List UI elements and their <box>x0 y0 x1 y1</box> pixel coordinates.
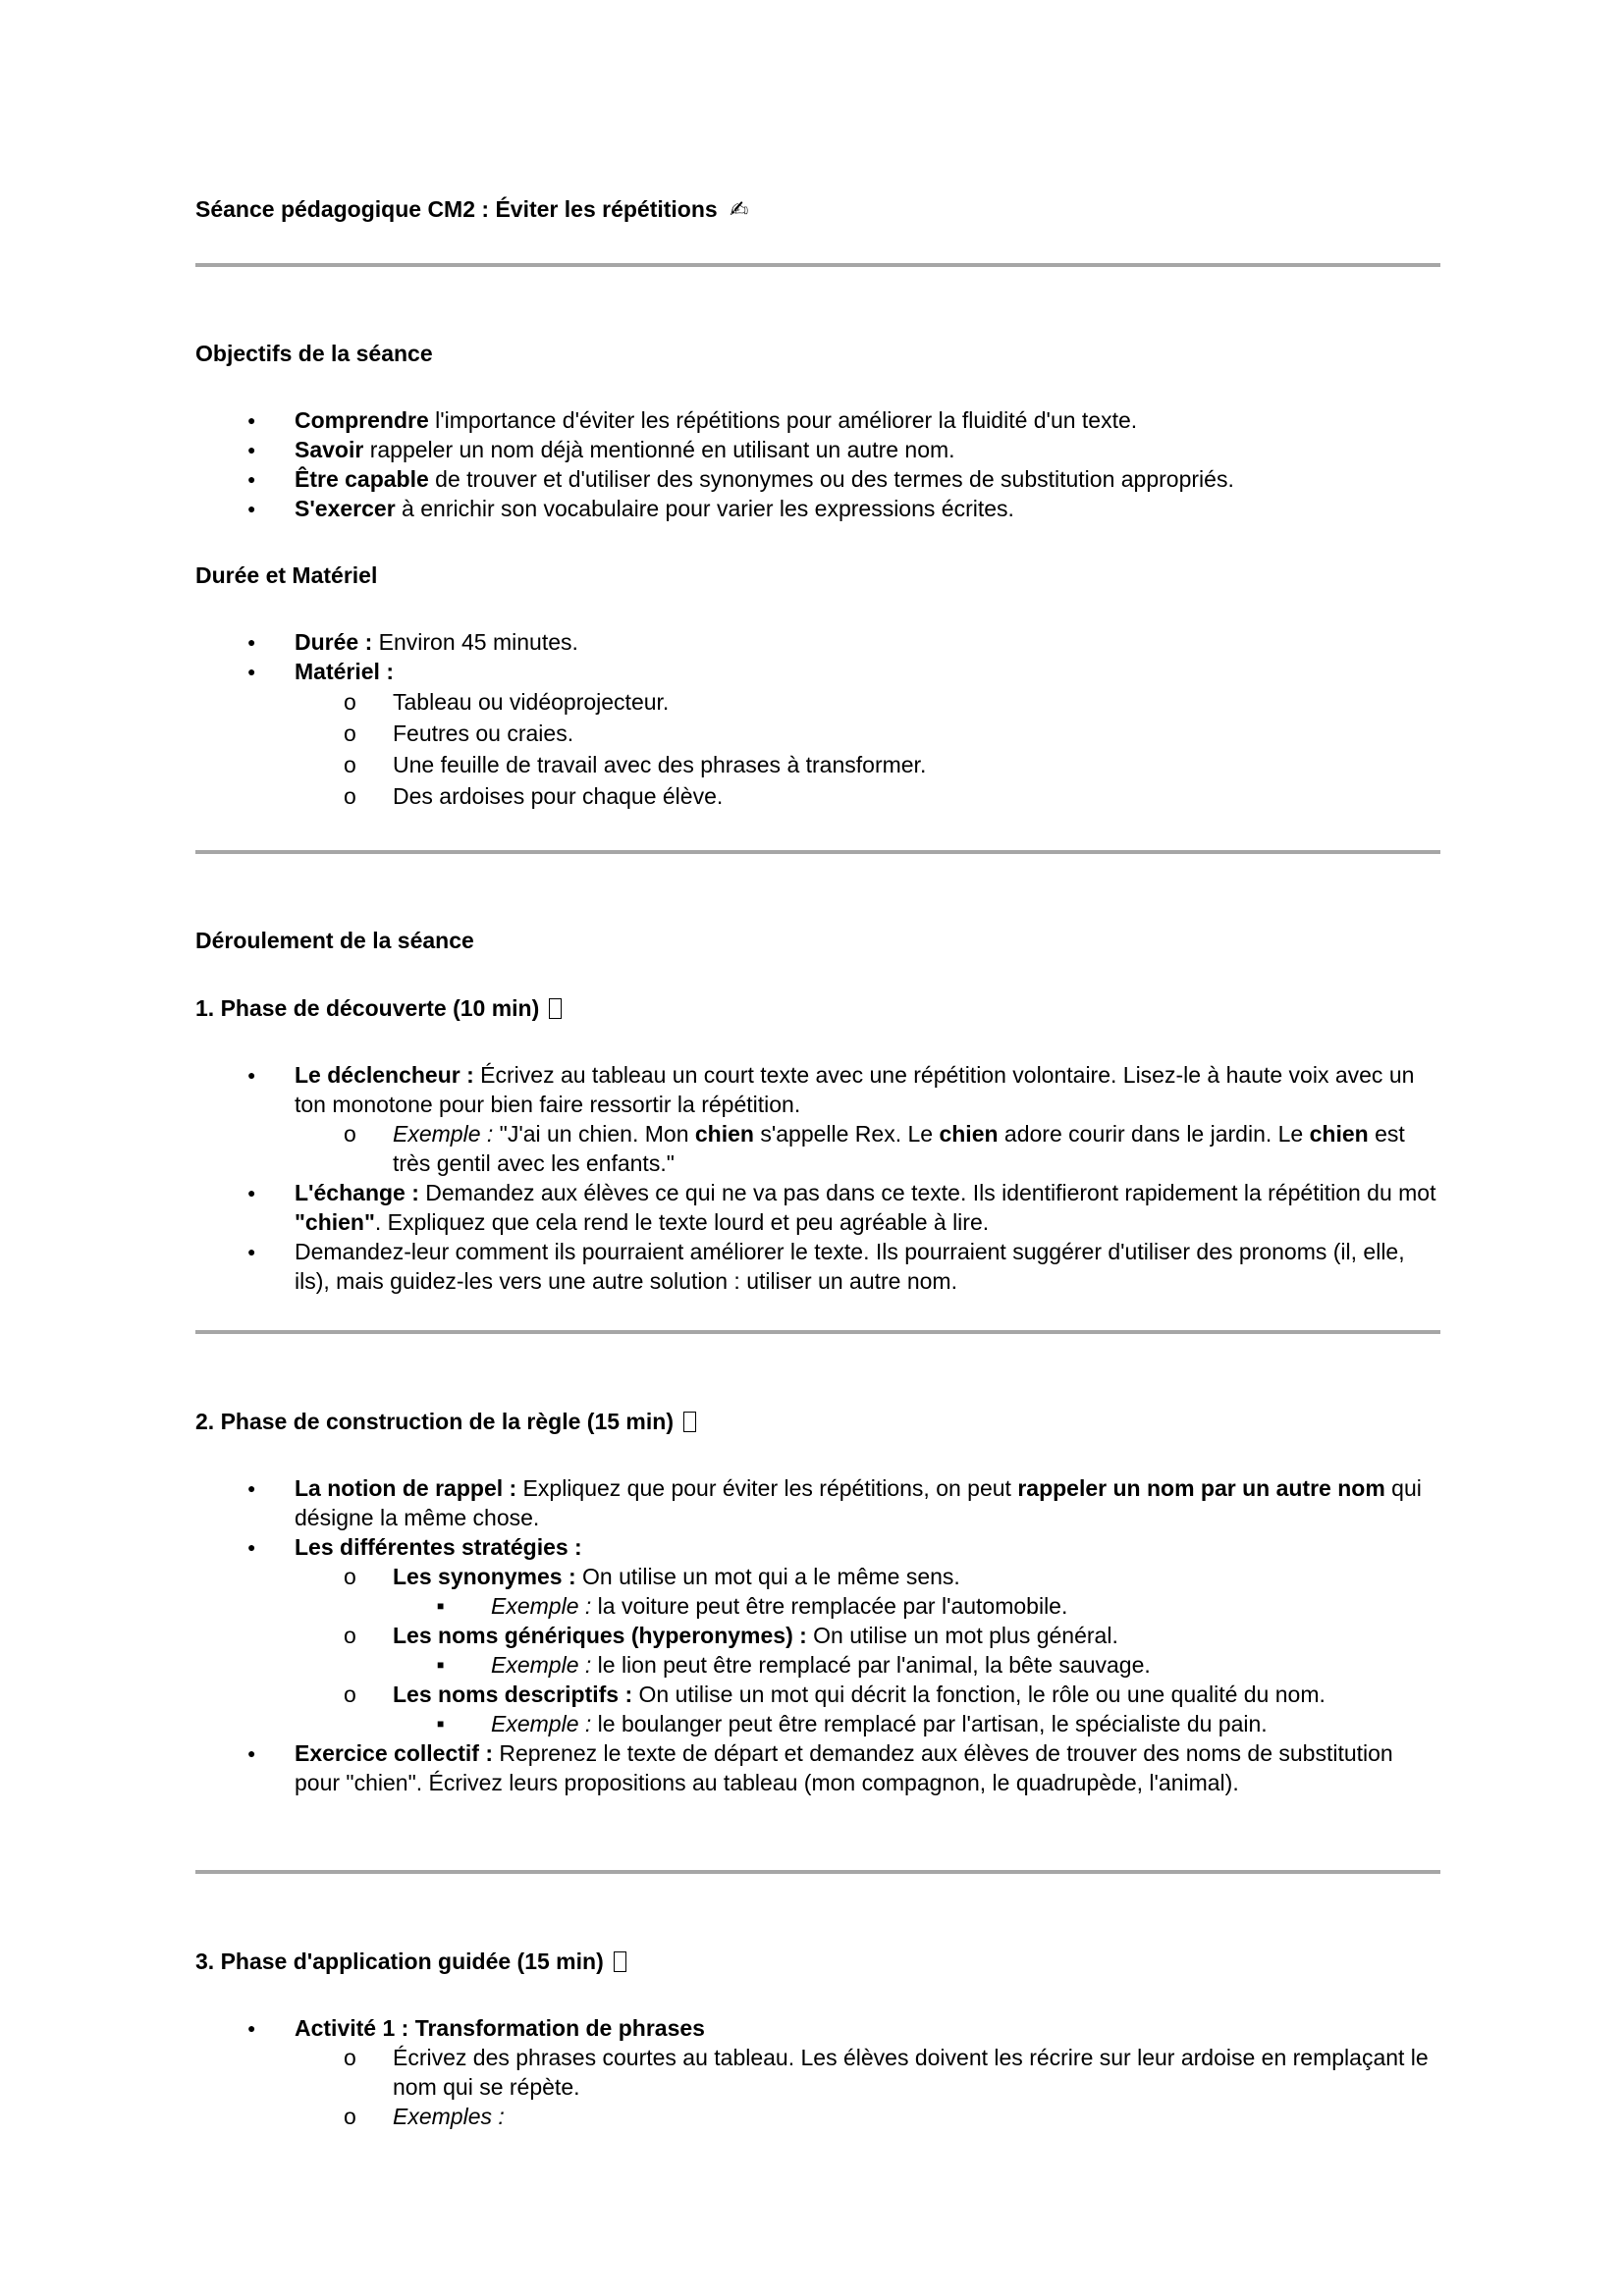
example-sublist <box>491 1591 1443 1621</box>
list-item: ■ Exemple : le boulanger peut être remplacé par l'artisan, le spécialiste du pain. <box>491 1709 1443 1738</box>
phase2-list <box>295 1473 1443 1797</box>
list-item: ● L'échange : Demandez aux élèves ce qui ne va pas dans ce texte. Ils identifieront rapidement la répétition du mot "chien". Expliquez que cela rend le texte lourd et peu agréable à lire. <box>295 1178 1443 1237</box>
phase2-heading: 2. Phase de construction de la règle (15 min) <box>195 1407 696 1436</box>
strategies-sublist <box>393 1562 1443 1738</box>
list-item: o Feutres ou craies. <box>393 719 1443 750</box>
list-item: ● La notion de rappel : Expliquez que pour éviter les répétitions, on peut rappeler un nom par un autre nom qui désigne la même chose. <box>295 1473 1443 1532</box>
horizontal-rule <box>195 263 1440 267</box>
missing-glyph-icon <box>614 1951 626 1972</box>
list-item: o Des ardoises pour chaque élève. <box>393 781 1443 813</box>
horizontal-rule <box>195 850 1440 854</box>
example-sublist <box>491 1650 1443 1680</box>
phase1-heading: 1. Phase de découverte (10 min) <box>195 993 562 1023</box>
duration-material-heading: Durée et Matériel <box>195 562 378 588</box>
list-item: o Les noms descriptifs : On utilise un mot qui décrit la fonction, le rôle ou une qualité du nom. ■ Exemple : le boulanger peut être remplacé par l'artisan, le spécialiste du pain. <box>393 1680 1443 1738</box>
phase1-example-sublist <box>393 1119 1443 1178</box>
objectives-heading: Objectifs de la séance <box>195 341 433 366</box>
list-item: ● Activité 1 : Transformation de phrases o Écrivez des phrases courtes au tableau. Les élèves doivent les récrire sur leur ardoise en remplaçant le nom qui se répète. o Exemples : <box>295 2013 1443 2131</box>
list-item: ● Le déclencheur : Écrivez au tableau un court texte avec une répétition volontaire. Lisez-le à haute voix avec un ton monotone pour bien faire ressortir la répétition. o Exemple : "J'ai un chien. Mon chien s'appelle Rex. Le chien adore courir dans le jardin. Le chien est très gentil avec les enfants." <box>295 1060 1443 1178</box>
phase1-list <box>295 1060 1443 1296</box>
material-sublist <box>393 687 1443 813</box>
list-item: ● Comprendre l'importance d'éviter les répétitions pour améliorer la fluidité d'un texte. <box>295 405 1443 435</box>
list-item: ■ Exemple : le lion peut être remplacé par l'animal, la bête sauvage. <box>491 1650 1443 1680</box>
example-sublist <box>491 1709 1443 1738</box>
list-item: o Une feuille de travail avec des phrases à transformer. <box>393 750 1443 781</box>
list-item: ■ Exemple : la voiture peut être remplacée par l'automobile. <box>491 1591 1443 1621</box>
activity-sublist <box>393 2043 1443 2131</box>
missing-glyph-icon <box>549 998 562 1019</box>
page-title: Séance pédagogique CM2 : Éviter les répétitions ✍ <box>195 196 749 223</box>
phase3-heading: 3. Phase d'application guidée (15 min) <box>195 1947 626 1976</box>
list-item: ● Matériel : o Tableau ou vidéoprojecteur. o Feutres ou craies. o Une feuille de travail avec des phrases à transformer. o Des ardoises pour chaque élève. <box>295 657 1443 813</box>
writing-hand-icon: ✍ <box>730 197 749 223</box>
missing-glyph-icon <box>683 1412 696 1432</box>
list-item: o Les noms génériques (hyperonymes) : On utilise un mot plus général. ■ Exemple : le lion peut être remplacé par l'animal, la bête sauvage. <box>393 1621 1443 1680</box>
objectives-list <box>295 405 1443 523</box>
list-item: ● Durée : Environ 45 minutes. <box>295 627 1443 657</box>
horizontal-rule <box>195 1870 1440 1874</box>
list-item: o Tableau ou vidéoprojecteur. <box>393 687 1443 719</box>
progress-heading: Déroulement de la séance <box>195 928 474 953</box>
phase3-list <box>295 2013 1443 2131</box>
list-item: ● Être capable de trouver et d'utiliser des synonymes ou des termes de substitution appropriés. <box>295 464 1443 494</box>
list-item: o Écrivez des phrases courtes au tableau. Les élèves doivent les récrire sur leur ardoise en remplaçant le nom qui se répète. <box>393 2043 1443 2102</box>
list-item: ● Savoir rappeler un nom déjà mentionné en utilisant un autre nom. <box>295 435 1443 464</box>
list-item: o Exemples : <box>393 2102 1443 2131</box>
list-item: o Les synonymes : On utilise un mot qui a le même sens. ■ Exemple : la voiture peut être remplacée par l'automobile. <box>393 1562 1443 1621</box>
list-item: ● Demandez-leur comment ils pourraient améliorer le texte. Ils pourraient suggérer d'utiliser des pronoms (il, elle, ils), mais guidez-les vers une autre solution : utiliser un autre nom. <box>295 1237 1443 1296</box>
horizontal-rule <box>195 1330 1440 1334</box>
list-item: ● Exercice collectif : Reprenez le texte de départ et demandez aux élèves de trouver des noms de substitution pour "chien". Écrivez leurs propositions au tableau (mon compagnon, le quadrupède, l'animal). <box>295 1738 1443 1797</box>
list-item: ● Les différentes stratégies : o Les synonymes : On utilise un mot qui a le même sens. ■ Exemple : la voiture peut être remplacée par l'automobile. o Les noms génériques (hyperonymes) : On utilise un mot plus général. ■ Exemple : le lion peut être remplacé par l'animal, la bête sauvage. o Les noms descriptifs : On utilise un mot qui décrit la fonction, le rôle ou une qualité du nom. ■ Exemple : le boulanger peut être remplacé par l'artisan, le spécialiste du pain. <box>295 1532 1443 1738</box>
duration-material-list <box>295 627 1443 813</box>
list-item: o Exemple : "J'ai un chien. Mon chien s'appelle Rex. Le chien adore courir dans le jardin. Le chien est très gentil avec les enfants." <box>393 1119 1443 1178</box>
list-item: ● S'exercer à enrichir son vocabulaire pour varier les expressions écrites. <box>295 494 1443 523</box>
